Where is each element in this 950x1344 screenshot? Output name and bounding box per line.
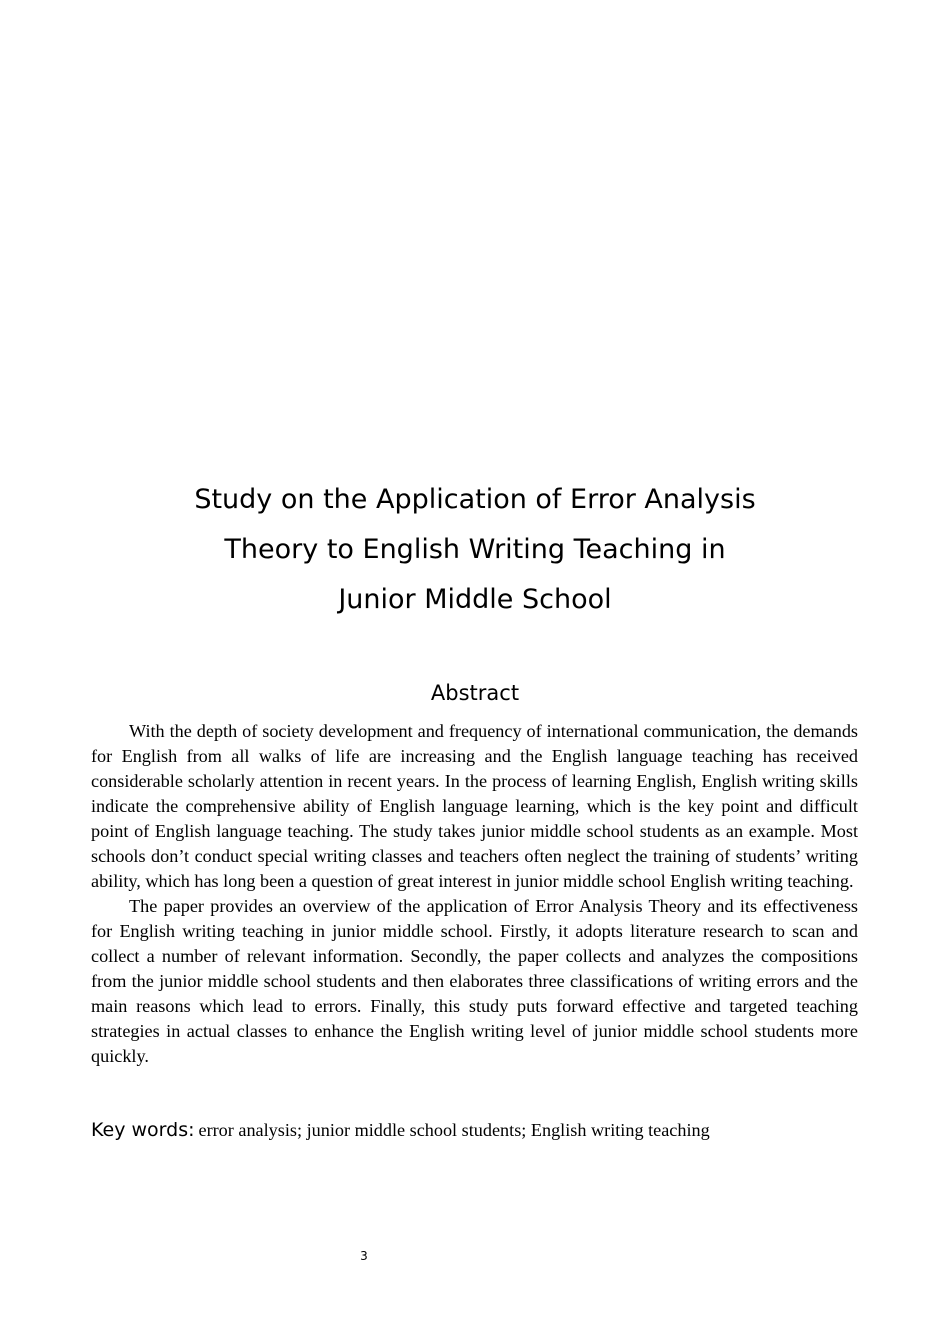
- abstract-paragraph-1: With the depth of society development and frequency of international communication, the demands for English from all walks of life are increasing and the English language teaching has received considerable scholarly attention in recent years. In the process of learning English, English writing skills indicate the comprehensive ability of English language learning, which is the key point and difficult point of English language teaching. The study takes junior middle school students as an example. Most schools don’t conduct special writing classes and teachers often neglect the training of students’ writing ability, which has long been a question of great interest in junior middle school English writing teaching.: [91, 721, 858, 891]
- keywords-label: Key words:: [91, 1119, 195, 1141]
- title-line-1: Study on the Application of Error Analysis: [194, 484, 756, 515]
- abstract-body: [91, 719, 858, 1069]
- title-line-2: Theory to English Writing Teaching in: [224, 534, 726, 565]
- page-number: 3: [360, 1249, 368, 1263]
- abstract-heading: Abstract: [430, 681, 520, 705]
- paper-title: [0, 475, 950, 625]
- keywords-line: [91, 1117, 858, 1145]
- title-line-3: Junior Middle School: [338, 584, 612, 615]
- abstract-paragraph-2: The paper provides an overview of the application of Error Analysis Theory and its effectiveness for English writing teaching in junior middle school. Firstly, it adopts literature research to scan and collect a number of relevant information. Secondly, the paper collects and analyzes the compositions from the junior middle school students and then elaborates three classifications of writing errors and the main reasons which lead to errors. Finally, this study puts forward effective and targeted teaching strategies in actual classes to enhance the English writing level of junior middle school students more quickly.: [91, 896, 858, 1066]
- keywords-text: error analysis; junior middle school students; English writing teaching: [198, 1120, 710, 1140]
